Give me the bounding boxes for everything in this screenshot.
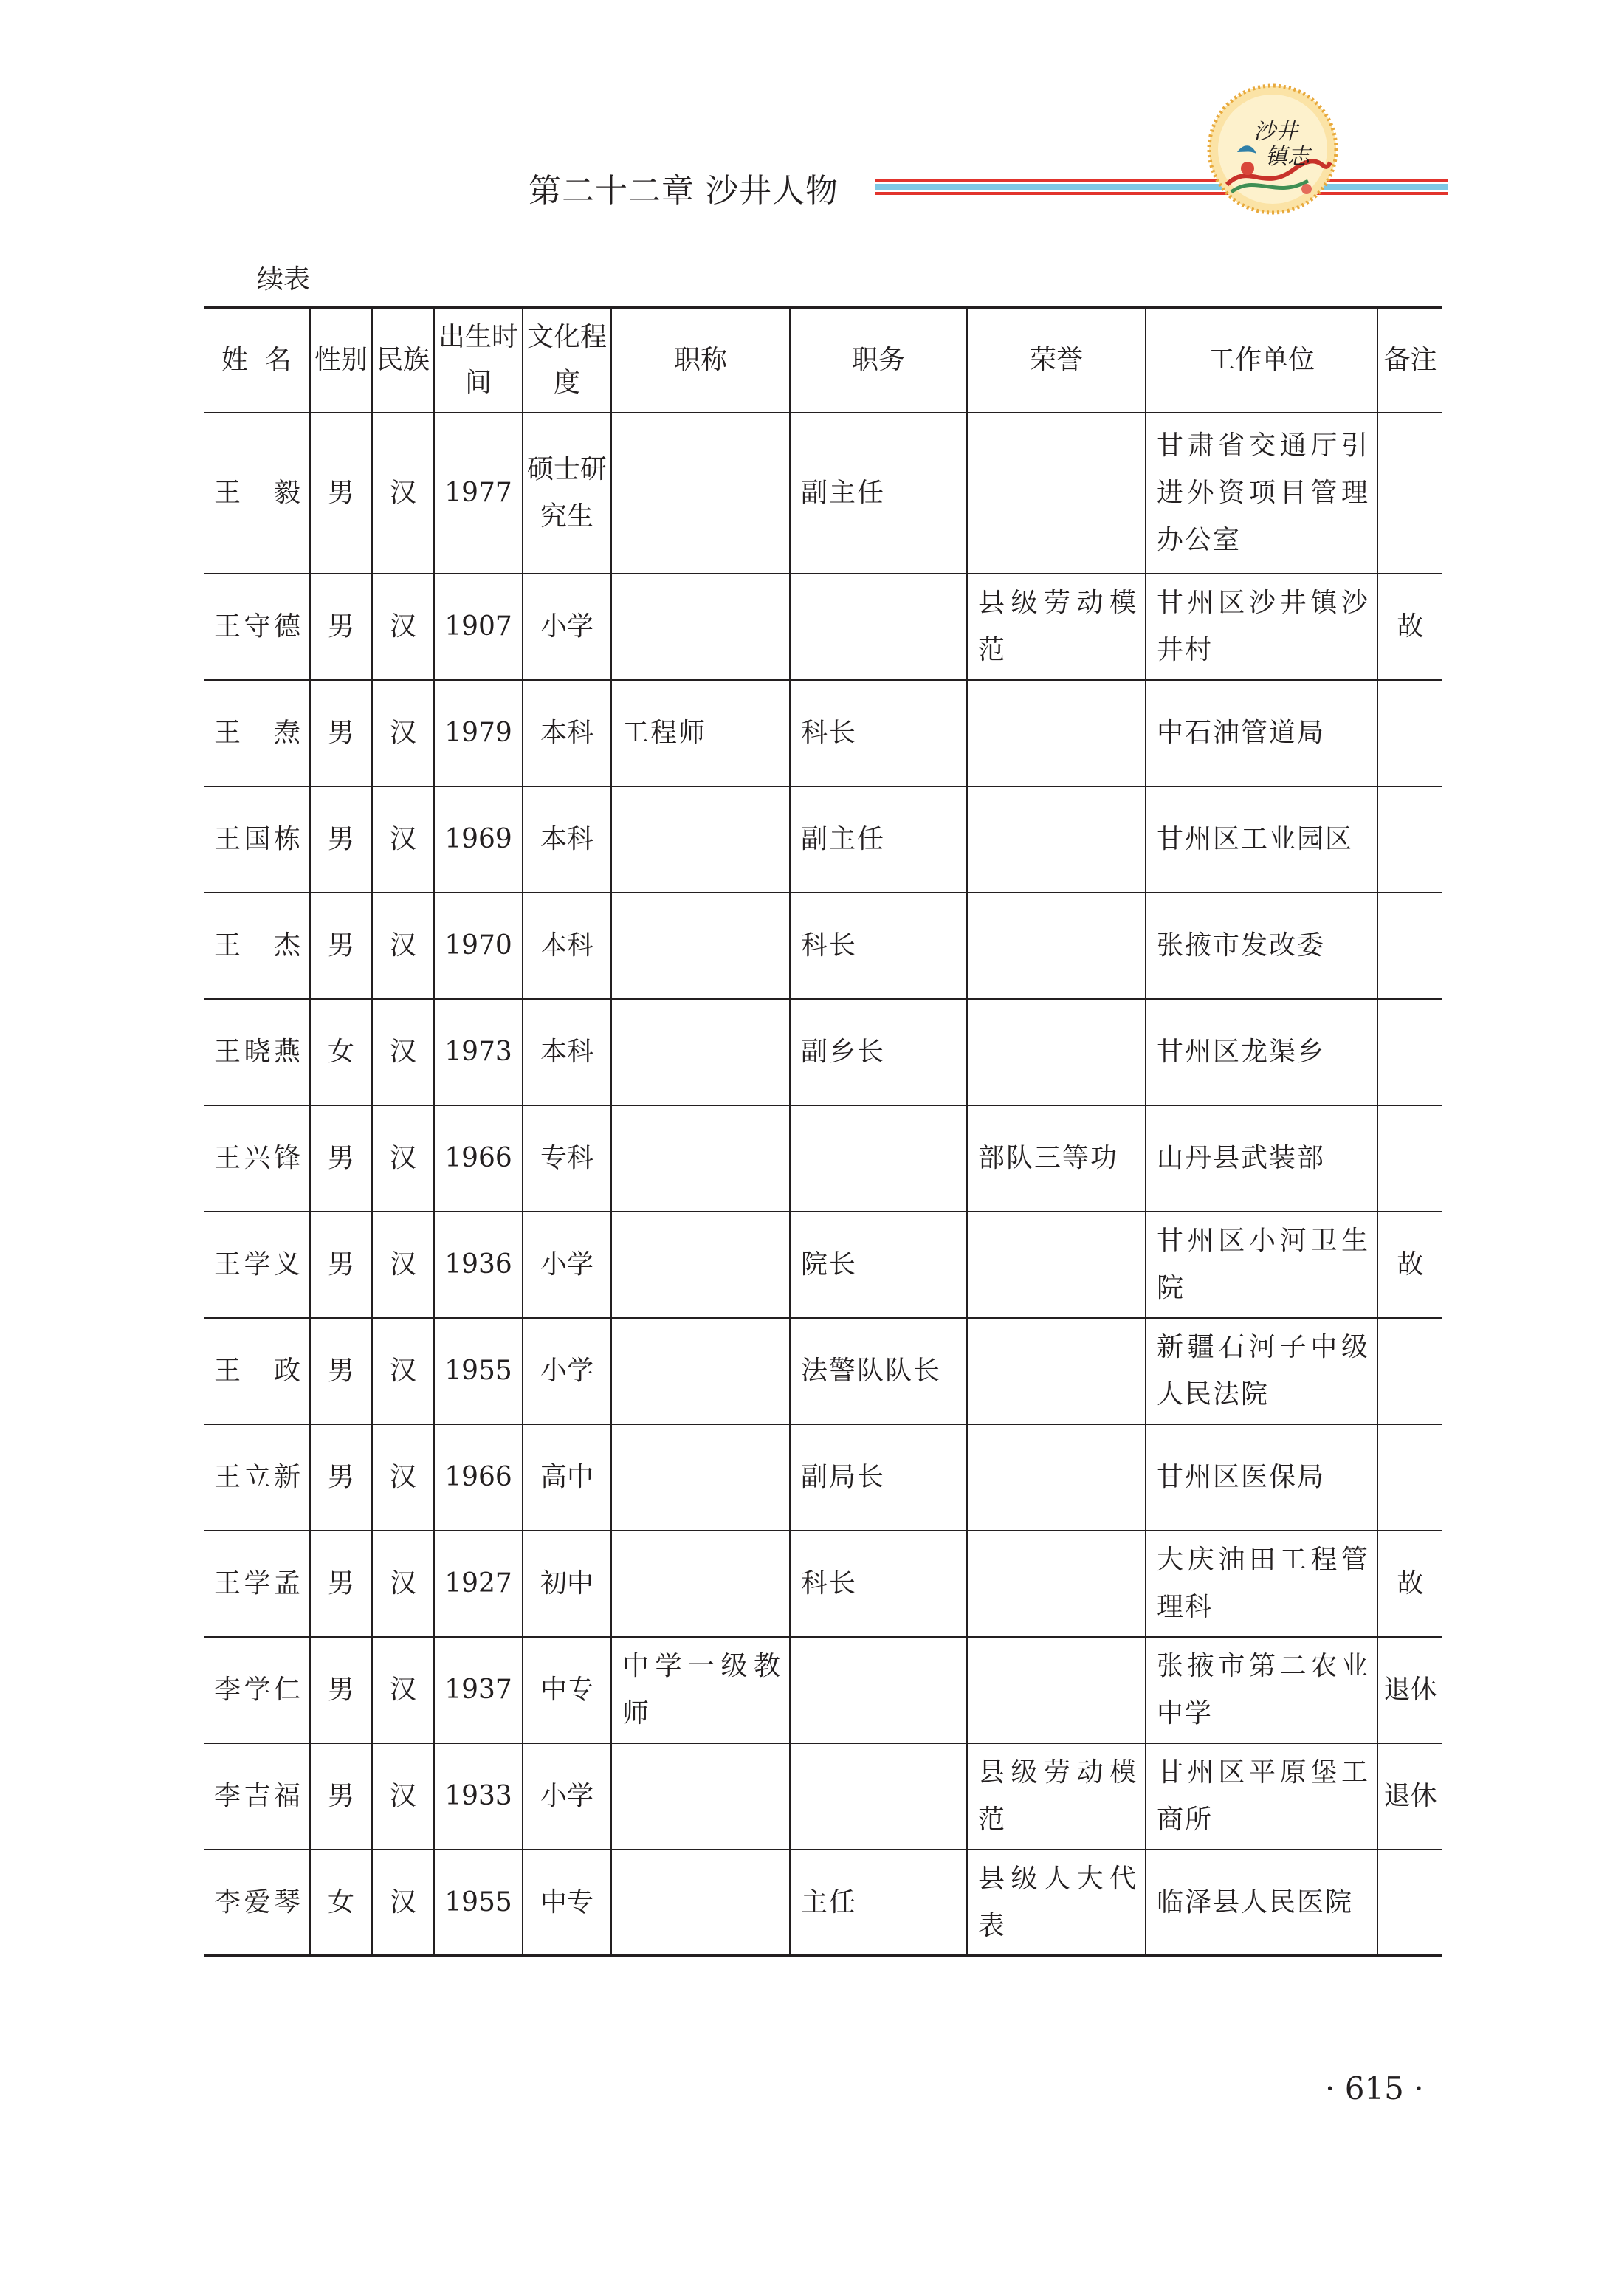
table-row [204, 1424, 1442, 1531]
cell-ethnicity: 汉 [372, 786, 434, 893]
col-header-birth: 出生时间 [434, 307, 523, 413]
cell-birth: 1969 [434, 786, 523, 893]
cell-education: 高中 [523, 1424, 611, 1531]
cell-employer: 张掖市发改委 [1146, 893, 1377, 999]
cell-name: 李爱琴 [204, 1850, 310, 1956]
cell-honor [967, 786, 1146, 893]
cell-employer: 甘州区医保局 [1146, 1424, 1377, 1531]
cell-ethnicity: 汉 [372, 893, 434, 999]
cell-note [1377, 680, 1442, 786]
cell-ethnicity: 汉 [372, 999, 434, 1105]
table-row [204, 893, 1442, 999]
table-row [204, 1850, 1442, 1956]
cell-title [611, 786, 790, 893]
svg-text:镇志: 镇志 [1265, 144, 1310, 170]
cell-name: 王守德 [204, 574, 310, 680]
chapter-title: 第二十二章 沙井人物 [529, 172, 839, 210]
table-row [204, 999, 1442, 1105]
cell-note [1377, 999, 1442, 1105]
cell-gender: 男 [310, 1424, 372, 1531]
cell-position: 副乡长 [790, 999, 967, 1105]
emblem-text: 沙井 [1253, 119, 1298, 145]
cell-note: 退休 [1377, 1637, 1442, 1743]
col-header-gender: 性别 [310, 307, 372, 413]
cell-honor [967, 893, 1146, 999]
cell-title [611, 1424, 790, 1531]
table-row [204, 1318, 1442, 1424]
cell-position: 副主任 [790, 413, 967, 574]
cell-name: 王学义 [204, 1212, 310, 1318]
cell-title [611, 999, 790, 1105]
cell-title: 工程师 [611, 680, 790, 786]
cell-note [1377, 893, 1442, 999]
table-row [204, 1531, 1442, 1637]
cell-honor [967, 680, 1146, 786]
cell-employer: 新疆石河子中级人民法院 [1146, 1318, 1377, 1424]
cell-note [1377, 413, 1442, 574]
cell-title [611, 1743, 790, 1850]
cell-birth: 1955 [434, 1850, 523, 1956]
cell-title [611, 893, 790, 999]
cell-birth: 1936 [434, 1212, 523, 1318]
cell-position: 副主任 [790, 786, 967, 893]
cell-position: 科长 [790, 1531, 967, 1637]
table-row [204, 1637, 1442, 1743]
header-rule [875, 177, 1448, 199]
cell-education: 专科 [523, 1105, 611, 1212]
col-header-position: 职务 [790, 307, 967, 413]
header-rule-red-bottom [875, 192, 1448, 195]
cell-birth: 1933 [434, 1743, 523, 1850]
table-row [204, 1105, 1442, 1212]
cell-position: 法警队队长 [790, 1318, 967, 1424]
cell-education: 本科 [523, 786, 611, 893]
cell-employer: 甘州区工业园区 [1146, 786, 1377, 893]
col-header-honor: 荣誉 [967, 307, 1146, 413]
cell-title [611, 1318, 790, 1424]
table-row [204, 680, 1442, 786]
cell-gender: 男 [310, 1318, 372, 1424]
cell-birth: 1907 [434, 574, 523, 680]
cell-honor: 县级劳动模范 [967, 574, 1146, 680]
cell-birth: 1937 [434, 1637, 523, 1743]
cell-title [611, 413, 790, 574]
cell-education: 本科 [523, 680, 611, 786]
table-row [204, 1743, 1442, 1850]
cell-honor [967, 999, 1146, 1105]
cell-name: 王晓燕 [204, 999, 310, 1105]
cell-gender: 女 [310, 1850, 372, 1956]
cell-gender: 男 [310, 413, 372, 574]
cell-name: 王 毅 [204, 413, 310, 574]
cell-employer: 张掖市第二农业中学 [1146, 1637, 1377, 1743]
cell-position: 科长 [790, 893, 967, 999]
cell-gender: 男 [310, 680, 372, 786]
personnel-table [204, 306, 1442, 1957]
cell-note [1377, 786, 1442, 893]
col-header-name: 姓 名 [204, 307, 310, 413]
cell-honor [967, 1637, 1146, 1743]
cell-note [1377, 1105, 1442, 1212]
cell-position: 主任 [790, 1850, 967, 1956]
cell-ethnicity: 汉 [372, 574, 434, 680]
cell-birth: 1977 [434, 413, 523, 574]
cell-position [790, 1743, 967, 1850]
col-header-ethnicity: 民族 [372, 307, 434, 413]
cell-honor: 部队三等功 [967, 1105, 1146, 1212]
cell-ethnicity: 汉 [372, 1531, 434, 1637]
cell-ethnicity: 汉 [372, 1424, 434, 1531]
cell-education: 硕士研究生 [523, 413, 611, 574]
cell-employer: 甘州区沙井镇沙井村 [1146, 574, 1377, 680]
cell-name: 王学孟 [204, 1531, 310, 1637]
cell-name: 王 杰 [204, 893, 310, 999]
cell-ethnicity: 汉 [372, 413, 434, 574]
cell-position [790, 574, 967, 680]
cell-employer: 临泽县人民医院 [1146, 1850, 1377, 1956]
cell-note: 退休 [1377, 1743, 1442, 1850]
cell-honor: 县级人大代表 [967, 1850, 1146, 1956]
cell-birth: 1966 [434, 1424, 523, 1531]
col-header-education: 文化程度 [523, 307, 611, 413]
cell-education: 本科 [523, 893, 611, 999]
cell-gender: 男 [310, 893, 372, 999]
cell-note: 故 [1377, 1212, 1442, 1318]
cell-education: 中专 [523, 1637, 611, 1743]
cell-gender: 男 [310, 1531, 372, 1637]
cell-birth: 1955 [434, 1318, 523, 1424]
cell-education: 小学 [523, 574, 611, 680]
cell-name: 王立新 [204, 1424, 310, 1531]
cell-gender: 男 [310, 786, 372, 893]
cell-honor [967, 1424, 1146, 1531]
cell-note: 故 [1377, 1531, 1442, 1637]
cell-title [611, 1531, 790, 1637]
cell-ethnicity: 汉 [372, 1743, 434, 1850]
cell-education: 小学 [523, 1318, 611, 1424]
cell-education: 本科 [523, 999, 611, 1105]
cell-title [611, 1850, 790, 1956]
cell-ethnicity: 汉 [372, 1637, 434, 1743]
cell-gender: 男 [310, 574, 372, 680]
gazetteer-emblem-icon [1205, 81, 1341, 217]
cell-gender: 男 [310, 1743, 372, 1850]
cell-title [611, 574, 790, 680]
cell-birth: 1979 [434, 680, 523, 786]
cell-title [611, 1212, 790, 1318]
cell-birth: 1966 [434, 1105, 523, 1212]
cell-title: 中学一级教师 [611, 1637, 790, 1743]
col-header-title: 职称 [611, 307, 790, 413]
cell-education: 初中 [523, 1531, 611, 1637]
cell-education: 小学 [523, 1743, 611, 1850]
cell-name: 李吉福 [204, 1743, 310, 1850]
header-rule-blue [875, 184, 1448, 190]
cell-ethnicity: 汉 [372, 1318, 434, 1424]
cell-note [1377, 1318, 1442, 1424]
table-row [204, 574, 1442, 680]
table-row [204, 413, 1442, 574]
cell-position: 副局长 [790, 1424, 967, 1531]
cell-honor [967, 1531, 1146, 1637]
cell-gender: 男 [310, 1212, 372, 1318]
cell-education: 中专 [523, 1850, 611, 1956]
cell-employer: 甘肃省交通厅引进外资项目管理办公室 [1146, 413, 1377, 574]
cell-position: 院长 [790, 1212, 967, 1318]
cell-employer: 山丹县武装部 [1146, 1105, 1377, 1212]
cell-ethnicity: 汉 [372, 1850, 434, 1956]
cell-note [1377, 1850, 1442, 1956]
cell-employer: 甘州区小河卫生院 [1146, 1212, 1377, 1318]
cell-position [790, 1637, 967, 1743]
cell-ethnicity: 汉 [372, 1105, 434, 1212]
cell-honor: 县级劳动模范 [967, 1743, 1146, 1850]
continued-table-label: 续表 [257, 264, 311, 295]
cell-honor [967, 1212, 1146, 1318]
cell-employer: 中石油管道局 [1146, 680, 1377, 786]
cell-name: 李学仁 [204, 1637, 310, 1743]
cell-ethnicity: 汉 [372, 680, 434, 786]
cell-gender: 男 [310, 1637, 372, 1743]
header-rule-red-top [875, 179, 1448, 182]
cell-ethnicity: 汉 [372, 1212, 434, 1318]
col-header-note: 备注 [1377, 307, 1442, 413]
cell-position [790, 1105, 967, 1212]
cell-education: 小学 [523, 1212, 611, 1318]
cell-name: 王 政 [204, 1318, 310, 1424]
page-number: · 615 · [1325, 2070, 1424, 2107]
col-header-employer: 工作单位 [1146, 307, 1377, 413]
cell-note [1377, 1424, 1442, 1531]
cell-gender: 女 [310, 999, 372, 1105]
cell-honor [967, 1318, 1146, 1424]
cell-name: 王兴锋 [204, 1105, 310, 1212]
cell-birth: 1970 [434, 893, 523, 999]
cell-note: 故 [1377, 574, 1442, 680]
table-row [204, 1212, 1442, 1318]
cell-birth: 1927 [434, 1531, 523, 1637]
table-header-row [204, 307, 1442, 413]
cell-honor [967, 413, 1146, 574]
cell-employer: 大庆油田工程管理科 [1146, 1531, 1377, 1637]
cell-name: 王国栋 [204, 786, 310, 893]
cell-gender: 男 [310, 1105, 372, 1212]
cell-title [611, 1105, 790, 1212]
cell-employer: 甘州区平原堡工商所 [1146, 1743, 1377, 1850]
cell-name: 王 焘 [204, 680, 310, 786]
table-row [204, 786, 1442, 893]
cell-birth: 1973 [434, 999, 523, 1105]
cell-position: 科长 [790, 680, 967, 786]
cell-employer: 甘州区龙渠乡 [1146, 999, 1377, 1105]
